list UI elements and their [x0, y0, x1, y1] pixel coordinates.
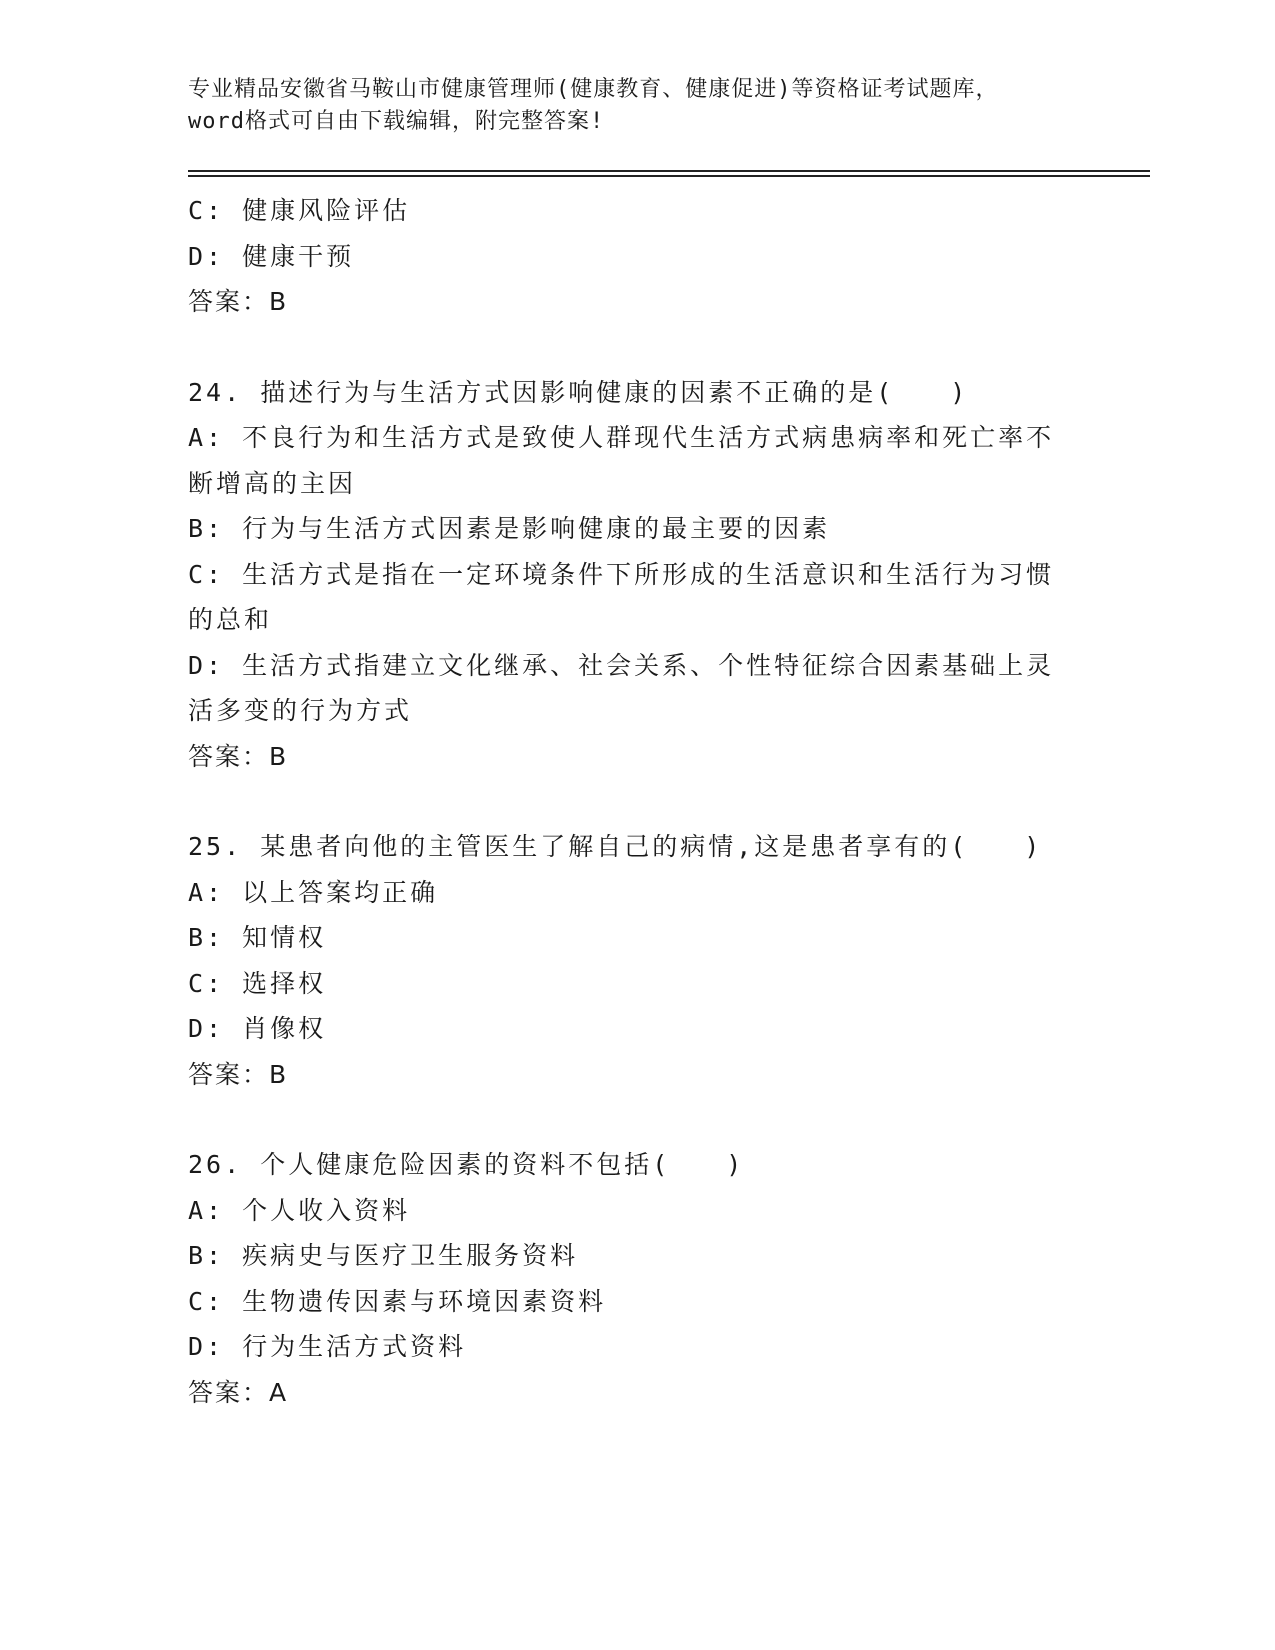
- option-c: C: 健康风险评估: [188, 196, 411, 225]
- option-c: C: 生物遗传因素与环境因素资料: [188, 1286, 607, 1316]
- option-c: C: 生活方式是指在一定环境条件下所形成的生活意识和生活行为习惯: [188, 559, 1055, 589]
- question-block-24: [188, 370, 1078, 780]
- answer-line: 答案：B: [188, 287, 289, 316]
- question-block-25: [188, 824, 1078, 1097]
- option-a: A: 不良行为和生活方式是致使人群现代生活方式病患病率和死亡率不: [188, 423, 1055, 452]
- option-b: B: 疾病史与医疗卫生服务资料: [188, 1241, 579, 1270]
- option-c: C: 选择权: [188, 968, 327, 998]
- header-line-1: 专业精品安徽省马鞍山市健康管理师(健康教育、健康促进)等资格证考试题库，: [188, 77, 999, 102]
- question-block-23: [188, 188, 1078, 325]
- option-d: D: 肖像权: [188, 1014, 327, 1043]
- option-a: A: 个人收入资料: [188, 1195, 411, 1225]
- option-d-continued: 活多变的行为方式: [188, 696, 413, 725]
- option-d: D: 健康干预: [188, 241, 355, 271]
- page-header: [188, 74, 1068, 138]
- option-a-continued: 断增高的主因: [188, 468, 357, 498]
- header-line-2: word格式可自由下载编辑，附完整答案!: [188, 109, 605, 134]
- option-a: A: 以上答案均正确: [188, 877, 439, 907]
- question-text: 24. 描述行为与生活方式因影响健康的因素不正确的是( ): [188, 377, 969, 407]
- option-d: D: 行为生活方式资料: [188, 1332, 467, 1361]
- question-list: [188, 188, 1078, 1415]
- question-block-26: [188, 1142, 1078, 1415]
- question-text: 25. 某患者向他的主管医生了解自己的病情,这是患者享有的( ): [188, 832, 1043, 861]
- answer-line: 答案：B: [188, 1059, 289, 1089]
- header-rule-top: [188, 170, 1150, 172]
- header-rule-bottom: [188, 175, 1150, 177]
- option-d: D: 生活方式指建立文化继承、社会关系、个性特征综合因素基础上灵: [188, 650, 1055, 680]
- answer-line: 答案：A: [188, 1377, 289, 1407]
- question-text: 26. 个人健康危险因素的资料不包括( ): [188, 1150, 745, 1179]
- option-b: B: 行为与生活方式因素是影响健康的最主要的因素: [188, 514, 831, 543]
- answer-line: 答案：B: [188, 741, 289, 771]
- option-c-continued: 的总和: [188, 605, 273, 634]
- option-b: B: 知情权: [188, 923, 327, 952]
